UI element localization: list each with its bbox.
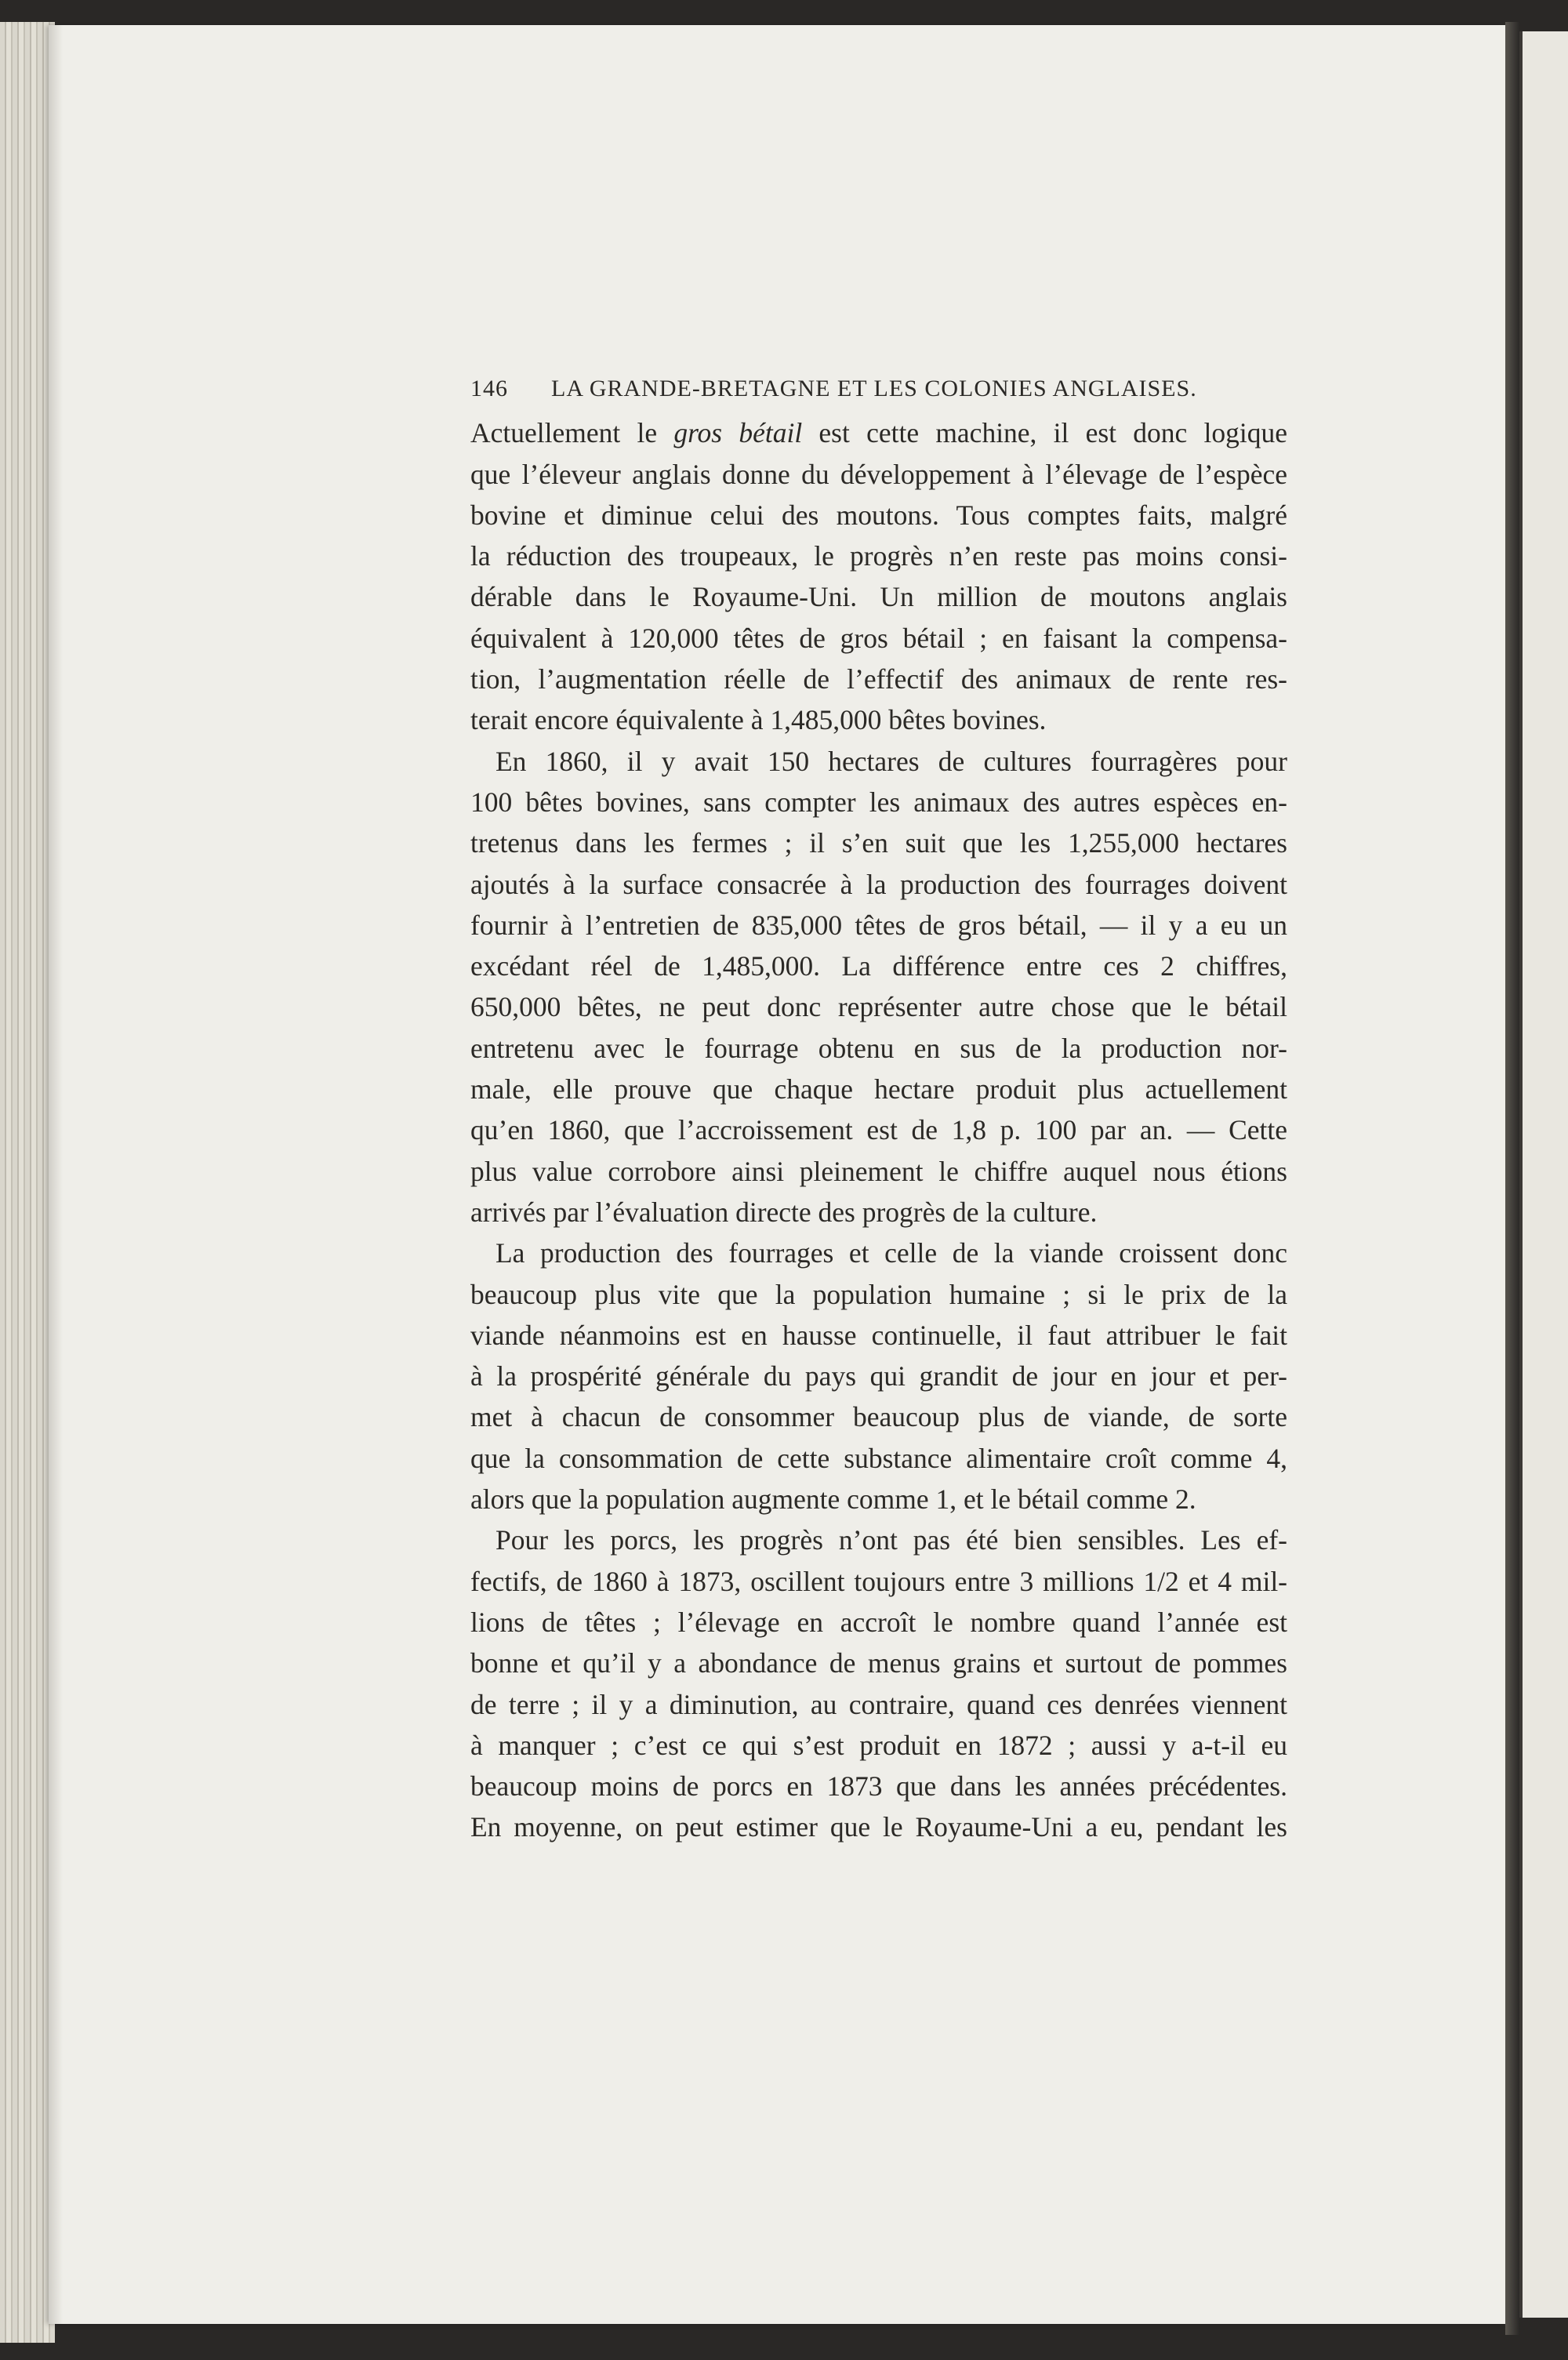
facing-page-edge xyxy=(1519,31,1568,2318)
book-page-edges xyxy=(0,22,55,2343)
text-line: lions de têtes ; l’élevage en accroît le nombre quand l’année est xyxy=(470,1606,1287,1638)
paragraph xyxy=(470,1519,1287,1847)
running-head-title: LA GRANDE-BRETAGNE ET LES COLONIES ANGLAISES. xyxy=(551,376,1197,401)
text-line: que l’éleveur anglais donne du développement à l’élevage de l’espèce xyxy=(470,458,1287,490)
text-line: fectifs, de 1860 à 1873, oscillent toujours entre 3 millions 1/2 et 4 mil- xyxy=(470,1565,1287,1597)
text-line xyxy=(470,412,1287,453)
text-line: à la prospérité générale du pays qui grandit de jour en jour et per- xyxy=(470,1360,1287,1392)
text-line: dérable dans le Royaume-Uni. Un million de moutons anglais xyxy=(470,581,1287,613)
text-line: 650,000 bêtes, ne peut donc représenter autre chose que le bétail xyxy=(470,991,1287,1023)
text-line: entretenu avec le fourrage obtenu en sus de la production nor- xyxy=(470,1032,1287,1064)
text-line: plus value corrobore ainsi pleinement le chiffre auquel nous étions xyxy=(470,1155,1287,1187)
text-line: arrivés par l’évaluation directe des progrès de la culture. xyxy=(470,1196,1098,1228)
text-line: à manquer ; c’est ce qui s’est produit en 1872 ; aussi y a-t-il eu xyxy=(470,1729,1287,1761)
text-line: terait encore équivalente à 1,485,000 bêtes bovines. xyxy=(470,704,1047,736)
text-line: viande néanmoins est en hausse continuelle, il faut attribuer le fait xyxy=(470,1319,1287,1351)
text-line: tretenus dans les fermes ; il s’en suit que les 1,255,000 hectares xyxy=(470,827,1287,859)
text-line: alors que la population augmente comme 1, et le bétail comme 2. xyxy=(470,1483,1196,1516)
text-line: beaucoup moins de porcs en 1873 que dans les années précédentes. xyxy=(470,1770,1287,1803)
body-text xyxy=(470,412,1287,1847)
paragraph xyxy=(470,1233,1287,1519)
text-line: male, elle prouve que chaque hectare produit plus actuellement xyxy=(470,1073,1287,1106)
text-line: Pour les porcs, les progrès n’ont pas été bien sensibles. Les ef- xyxy=(495,1524,1287,1556)
text-line: En moyenne, on peut estimer que le Royaume-Uni a eu, pendant les xyxy=(470,1811,1287,1843)
text-line: 100 bêtes bovines, sans compter les animaux des autres espèces en- xyxy=(470,786,1287,818)
paragraph xyxy=(470,412,1287,740)
text-line: tion, l’augmentation réelle de l’effectif des animaux de rente res- xyxy=(470,663,1287,695)
italic-term: gros bétail xyxy=(673,417,803,449)
text-block xyxy=(470,369,1287,1848)
text-line: la réduction des troupeaux, le progrès n’en reste pas moins consi- xyxy=(470,540,1287,572)
text-line: excédant réel de 1,485,000. La différence entre ces 2 chiffres, xyxy=(470,950,1287,982)
text-segment: Actuellement le xyxy=(470,417,674,449)
text-segment: est cette machine, il est donc logique xyxy=(802,417,1287,449)
text-line: bonne et qu’il y a abondance de menus grains et surtout de pommes xyxy=(470,1647,1287,1679)
page-number: 146 xyxy=(470,376,508,401)
text-line: de terre ; il y a diminution, au contraire, quand ces denrées viennent xyxy=(470,1688,1287,1720)
running-head xyxy=(470,369,1287,409)
text-line: beaucoup plus vite que la population humaine ; si le prix de la xyxy=(470,1278,1287,1310)
text-line: qu’en 1860, que l’accroissement est de 1,8 p. 100 par an. — Cette xyxy=(470,1114,1287,1146)
book-gutter xyxy=(1505,22,1519,2335)
text-line: La production des fourrages et celle de la viande croissent donc xyxy=(495,1237,1287,1269)
text-line: En 1860, il y avait 150 hectares de cultures fourragères pour xyxy=(495,745,1287,777)
text-line: équivalent à 120,000 têtes de gros bétail ; en faisant la compensa- xyxy=(470,622,1287,654)
text-line: ajoutés à la surface consacrée à la production des fourrages doivent xyxy=(470,868,1287,900)
text-line: fournir à l’entretien de 835,000 têtes de gros bétail, — il y a eu un xyxy=(470,909,1287,941)
paragraph xyxy=(470,741,1287,1233)
text-line: bovine et diminue celui des moutons. Tous comptes faits, malgré xyxy=(470,499,1287,531)
text-line: met à chacun de consommer beaucoup plus de viande, de sorte xyxy=(470,1401,1287,1433)
text-line: que la consommation de cette substance alimentaire croît comme 4, xyxy=(470,1442,1287,1474)
